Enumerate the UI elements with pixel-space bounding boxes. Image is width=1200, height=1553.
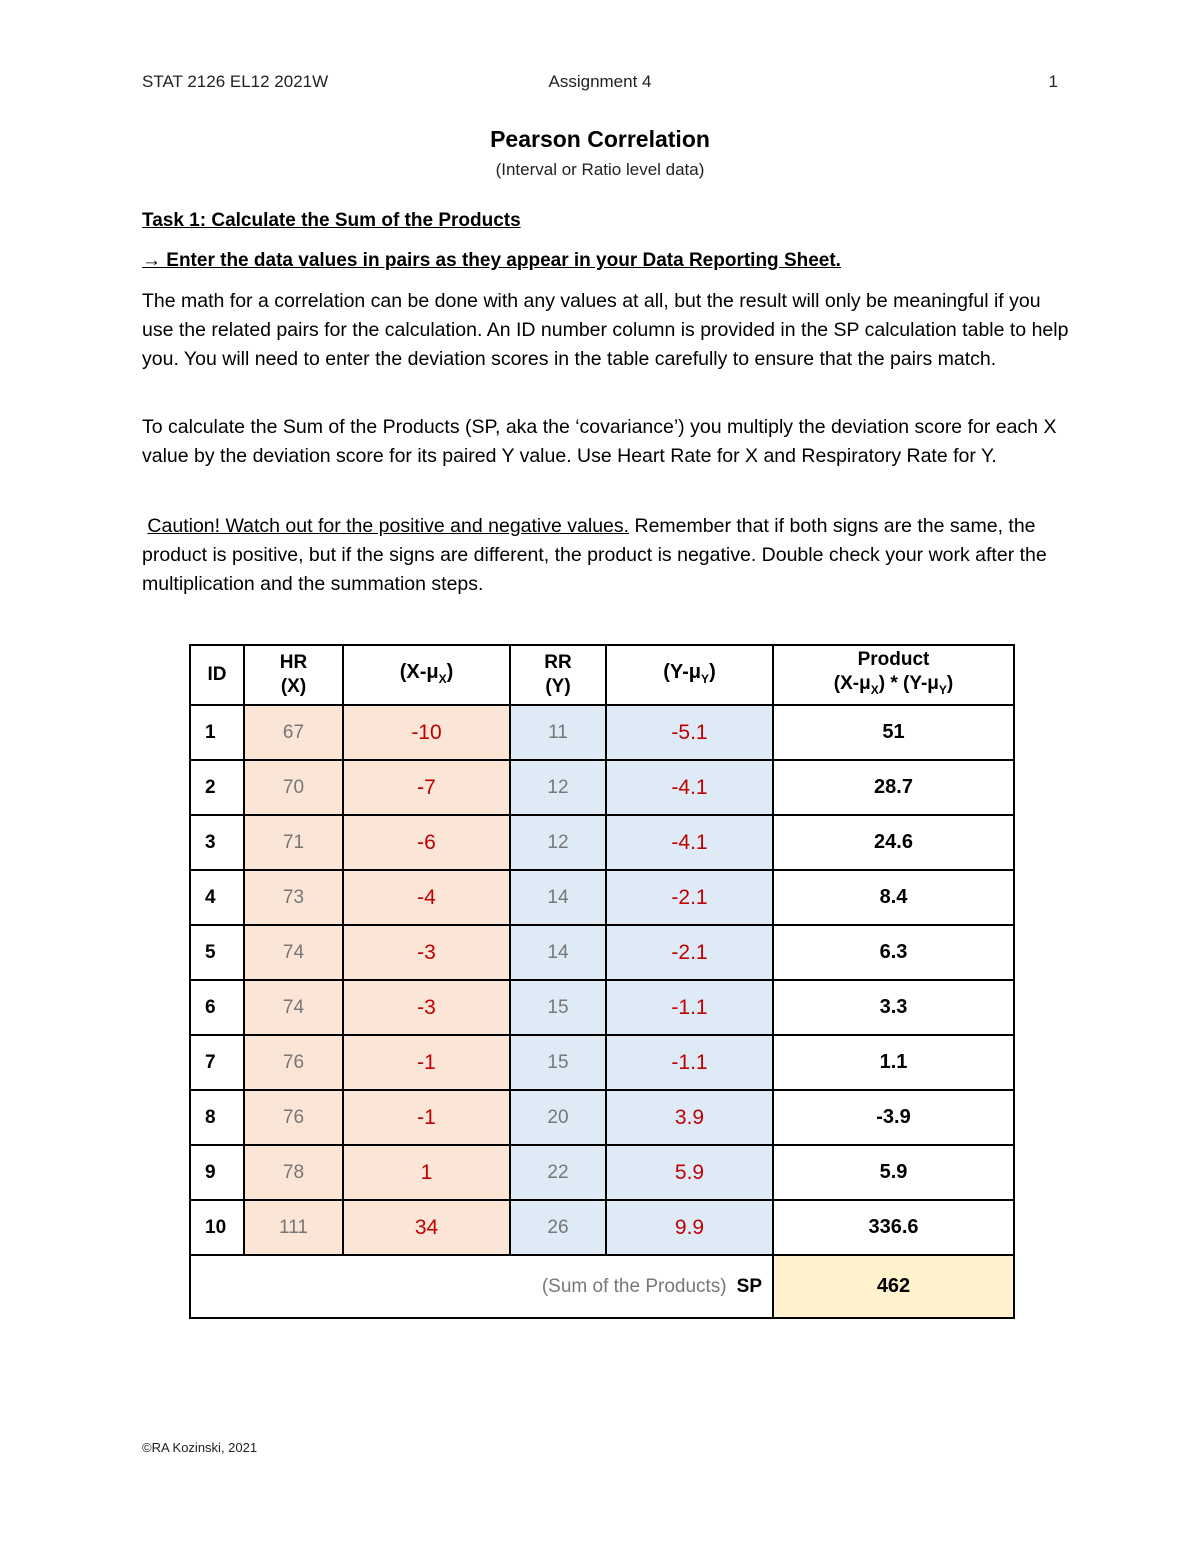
cell-dev-y[interactable]: 5.9 bbox=[606, 1145, 773, 1200]
caution-rest: Remember that if both signs are the same, the product is positive, but if the signs are different, the product is negative. Double check your work after the multiplication and the summation steps. bbox=[142, 515, 1047, 595]
col-id: ID bbox=[190, 645, 244, 705]
cell-dev-y[interactable]: -4.1 bbox=[606, 760, 773, 815]
cell-dev-y[interactable]: -5.1 bbox=[606, 705, 773, 760]
table-row bbox=[190, 760, 1014, 815]
cell-rr[interactable]: 14 bbox=[510, 870, 606, 925]
cell-hr[interactable]: 78 bbox=[244, 1145, 343, 1200]
cell-rr[interactable]: 12 bbox=[510, 760, 606, 815]
col-hr: HR (X) bbox=[244, 645, 343, 705]
cell-hr[interactable]: 70 bbox=[244, 760, 343, 815]
paragraph-sp: To calculate the Sum of the Products (SP, aka the ‘covariance’) you multiply the deviation score for each X value by the deviation score for its paired Y value. Use Heart Rate for X and Respiratory Rate for Y. bbox=[142, 416, 1057, 467]
table-row bbox=[190, 1145, 1014, 1200]
cell-id: 5 bbox=[190, 925, 244, 980]
task-heading: Task 1: Calculate the Sum of the Products bbox=[142, 210, 521, 231]
cell-hr[interactable]: 71 bbox=[244, 815, 343, 870]
cell-hr[interactable]: 73 bbox=[244, 870, 343, 925]
cell-product[interactable]: 1.1 bbox=[773, 1035, 1014, 1090]
sp-calculation-table bbox=[189, 644, 1015, 1319]
cell-rr[interactable]: 14 bbox=[510, 925, 606, 980]
cell-rr[interactable]: 20 bbox=[510, 1090, 606, 1145]
cell-dev-y[interactable]: -4.1 bbox=[606, 815, 773, 870]
cell-product[interactable]: 8.4 bbox=[773, 870, 1014, 925]
caution-text: Caution! Watch out for the positive and negative values. bbox=[147, 515, 630, 537]
sum-row bbox=[190, 1255, 1014, 1318]
cell-product[interactable]: 24.6 bbox=[773, 815, 1014, 870]
col-rr: RR (Y) bbox=[510, 645, 606, 705]
cell-id: 4 bbox=[190, 870, 244, 925]
cell-hr[interactable]: 111 bbox=[244, 1200, 343, 1255]
cell-id: 9 bbox=[190, 1145, 244, 1200]
cell-dev-y[interactable]: 9.9 bbox=[606, 1200, 773, 1255]
instruction-heading: → Enter the data values in pairs as they appear in your Data Reporting Sheet. bbox=[142, 250, 841, 271]
cell-dev-x[interactable]: -6 bbox=[343, 815, 510, 870]
cell-product[interactable]: -3.9 bbox=[773, 1090, 1014, 1145]
header-course: STAT 2126 EL12 2021W bbox=[142, 72, 329, 91]
sum-label: (Sum of the Products) bbox=[541, 1275, 727, 1297]
cell-dev-x[interactable]: -10 bbox=[343, 705, 510, 760]
cell-rr[interactable]: 22 bbox=[510, 1145, 606, 1200]
cell-hr[interactable]: 67 bbox=[244, 705, 343, 760]
cell-id: 1 bbox=[190, 705, 244, 760]
cell-dev-x[interactable]: 34 bbox=[343, 1200, 510, 1255]
cell-dev-y[interactable]: -2.1 bbox=[606, 925, 773, 980]
cell-product[interactable]: 336.6 bbox=[773, 1200, 1014, 1255]
cell-dev-x[interactable]: -1 bbox=[343, 1090, 510, 1145]
cell-id: 10 bbox=[190, 1200, 244, 1255]
table-row bbox=[190, 815, 1014, 870]
table-row bbox=[190, 1035, 1014, 1090]
cell-product[interactable]: 3.3 bbox=[773, 980, 1014, 1035]
footer-copyright: ©RA Kozinski, 2021 bbox=[142, 1440, 258, 1455]
cell-rr[interactable]: 26 bbox=[510, 1200, 606, 1255]
table-row bbox=[190, 925, 1014, 980]
sum-label-cell bbox=[190, 1255, 773, 1318]
cell-dev-y[interactable]: 3.9 bbox=[606, 1090, 773, 1145]
table-row bbox=[190, 980, 1014, 1035]
cell-dev-y[interactable]: -1.1 bbox=[606, 980, 773, 1035]
cell-product[interactable]: 6.3 bbox=[773, 925, 1014, 980]
table-row bbox=[190, 1090, 1014, 1145]
cell-rr[interactable]: 12 bbox=[510, 815, 606, 870]
cell-dev-x[interactable]: -4 bbox=[343, 870, 510, 925]
cell-id: 6 bbox=[190, 980, 244, 1035]
page-subtitle: (Interval or Ratio level data) bbox=[495, 160, 705, 179]
cell-hr[interactable]: 74 bbox=[244, 980, 343, 1035]
cell-id: 7 bbox=[190, 1035, 244, 1090]
cell-rr[interactable]: 15 bbox=[510, 1035, 606, 1090]
table-header-row bbox=[190, 645, 1014, 705]
col-dev-y: $(Y-\mu_Y)$ bbox=[606, 645, 773, 705]
table-row bbox=[190, 870, 1014, 925]
page-title: Pearson Correlation bbox=[490, 126, 710, 152]
cell-id: 3 bbox=[190, 815, 244, 870]
cell-hr[interactable]: 74 bbox=[244, 925, 343, 980]
cell-dev-x[interactable]: -7 bbox=[343, 760, 510, 815]
paragraph-pairs: The math for a correlation can be done with any values at all, but the result will only be meaningful if you use the related pairs for the calculation. An ID number column is provided in the SP calculation table to help you. You will need to enter the deviation scores in the table carefully to ensure that the pairs match. bbox=[142, 290, 1069, 370]
cell-product[interactable]: 5.9 bbox=[773, 1145, 1014, 1200]
cell-dev-x[interactable]: -3 bbox=[343, 925, 510, 980]
header-page-number: 1 bbox=[1048, 72, 1058, 91]
cell-product[interactable]: 28.7 bbox=[773, 760, 1014, 815]
cell-dev-x[interactable]: 1 bbox=[343, 1145, 510, 1200]
cell-dev-y[interactable]: -1.1 bbox=[606, 1035, 773, 1090]
col-product: Product $(X-\mu_X) * (Y-\mu_Y)$ bbox=[773, 645, 1014, 705]
cell-id: 8 bbox=[190, 1090, 244, 1145]
cell-hr[interactable]: 76 bbox=[244, 1035, 343, 1090]
paragraph-caution bbox=[142, 512, 1072, 599]
col-dev-x: $(X-\mu_X)$ bbox=[343, 645, 510, 705]
cell-dev-y[interactable]: -2.1 bbox=[606, 870, 773, 925]
cell-id: 2 bbox=[190, 760, 244, 815]
sum-sp-label: SP bbox=[736, 1275, 762, 1297]
cell-rr[interactable]: 11 bbox=[510, 705, 606, 760]
cell-product[interactable]: 51 bbox=[773, 705, 1014, 760]
cell-dev-x[interactable]: -1 bbox=[343, 1035, 510, 1090]
cell-hr[interactable]: 76 bbox=[244, 1090, 343, 1145]
header-assignment: Assignment 4 bbox=[548, 72, 652, 91]
cell-dev-x[interactable]: -3 bbox=[343, 980, 510, 1035]
table-row bbox=[190, 1200, 1014, 1255]
table-row bbox=[190, 705, 1014, 760]
cell-rr[interactable]: 15 bbox=[510, 980, 606, 1035]
sum-value[interactable]: 462 bbox=[773, 1255, 1014, 1318]
